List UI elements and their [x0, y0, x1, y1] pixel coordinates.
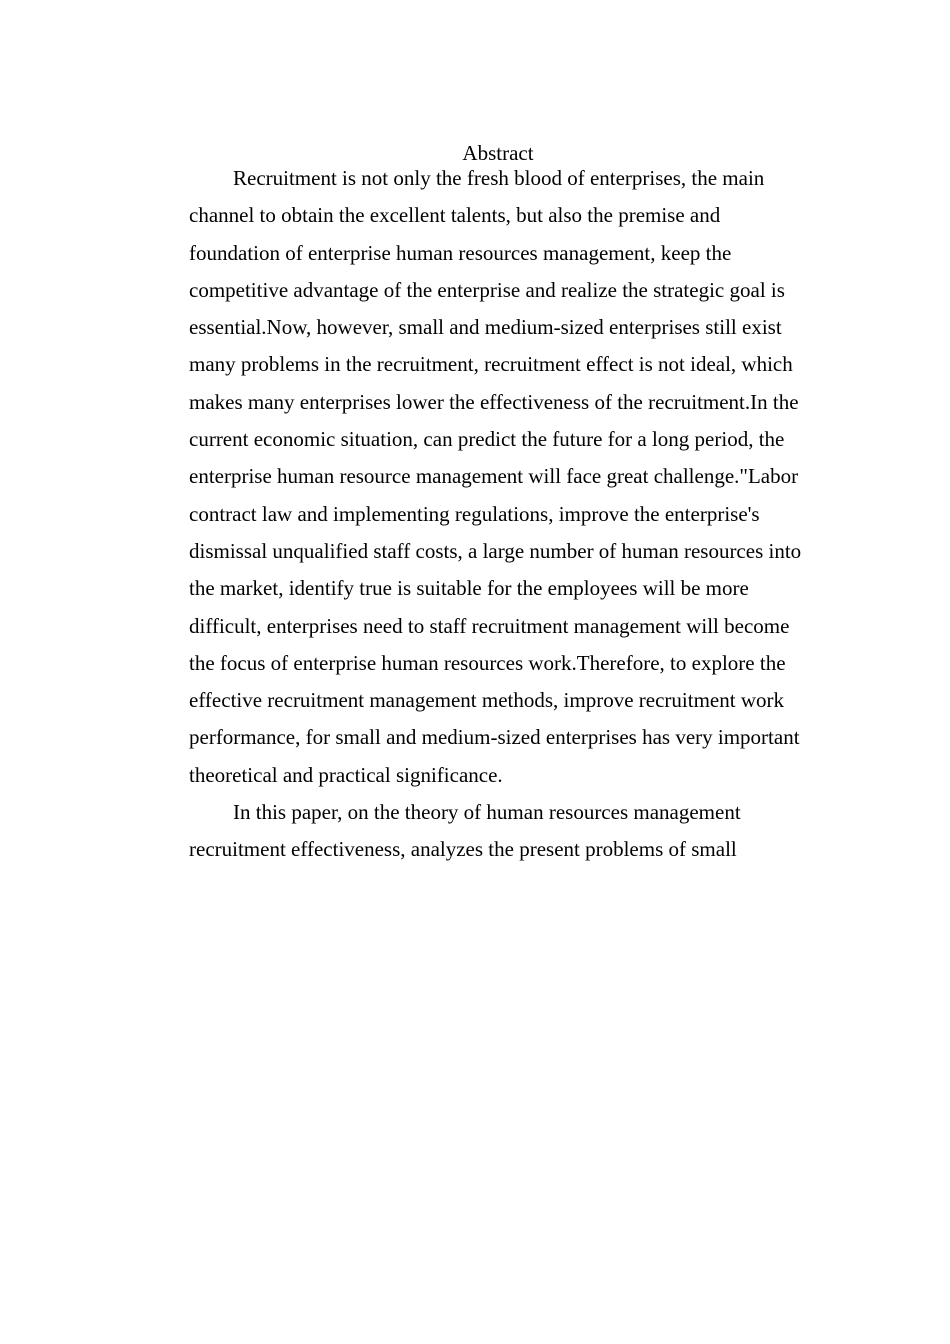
abstract-title: Abstract: [462, 141, 534, 165]
document-body: [189, 140, 807, 869]
abstract-paragraph-2: In this paper, on the theory of human resources management recruitment effectiveness, analyzes the present problems of small: [189, 800, 741, 862]
abstract-paragraph-1: Recruitment is not only the fresh blood of enterprises, the main channel to obtain the excellent talents, but also the premise and foundation of enterprise human resources management, keep the competitive advantage of the enterprise and realize the strategic goal is essential.Now, however, small and medium-sized enterprises still exist many problems in the recruitment, recruitment effect is not ideal, which makes many enterprises lower the effectiveness of the recruitment.In the current economic situation, can predict the future for a long period, the enterprise human resource management will face great challenge."Labor contract law and implementing regulations, improve the enterprise's dismissal unqualified staff costs, a large number of human resources into the market, identify true is suitable for the employees will be more difficult, enterprises need to staff recruitment management will become the focus of enterprise human resources work.Therefore, to explore the effective recruitment management methods, improve recruitment work performance, for small and medium-sized enterprises has very important theoretical and practical significance.: [189, 166, 802, 787]
